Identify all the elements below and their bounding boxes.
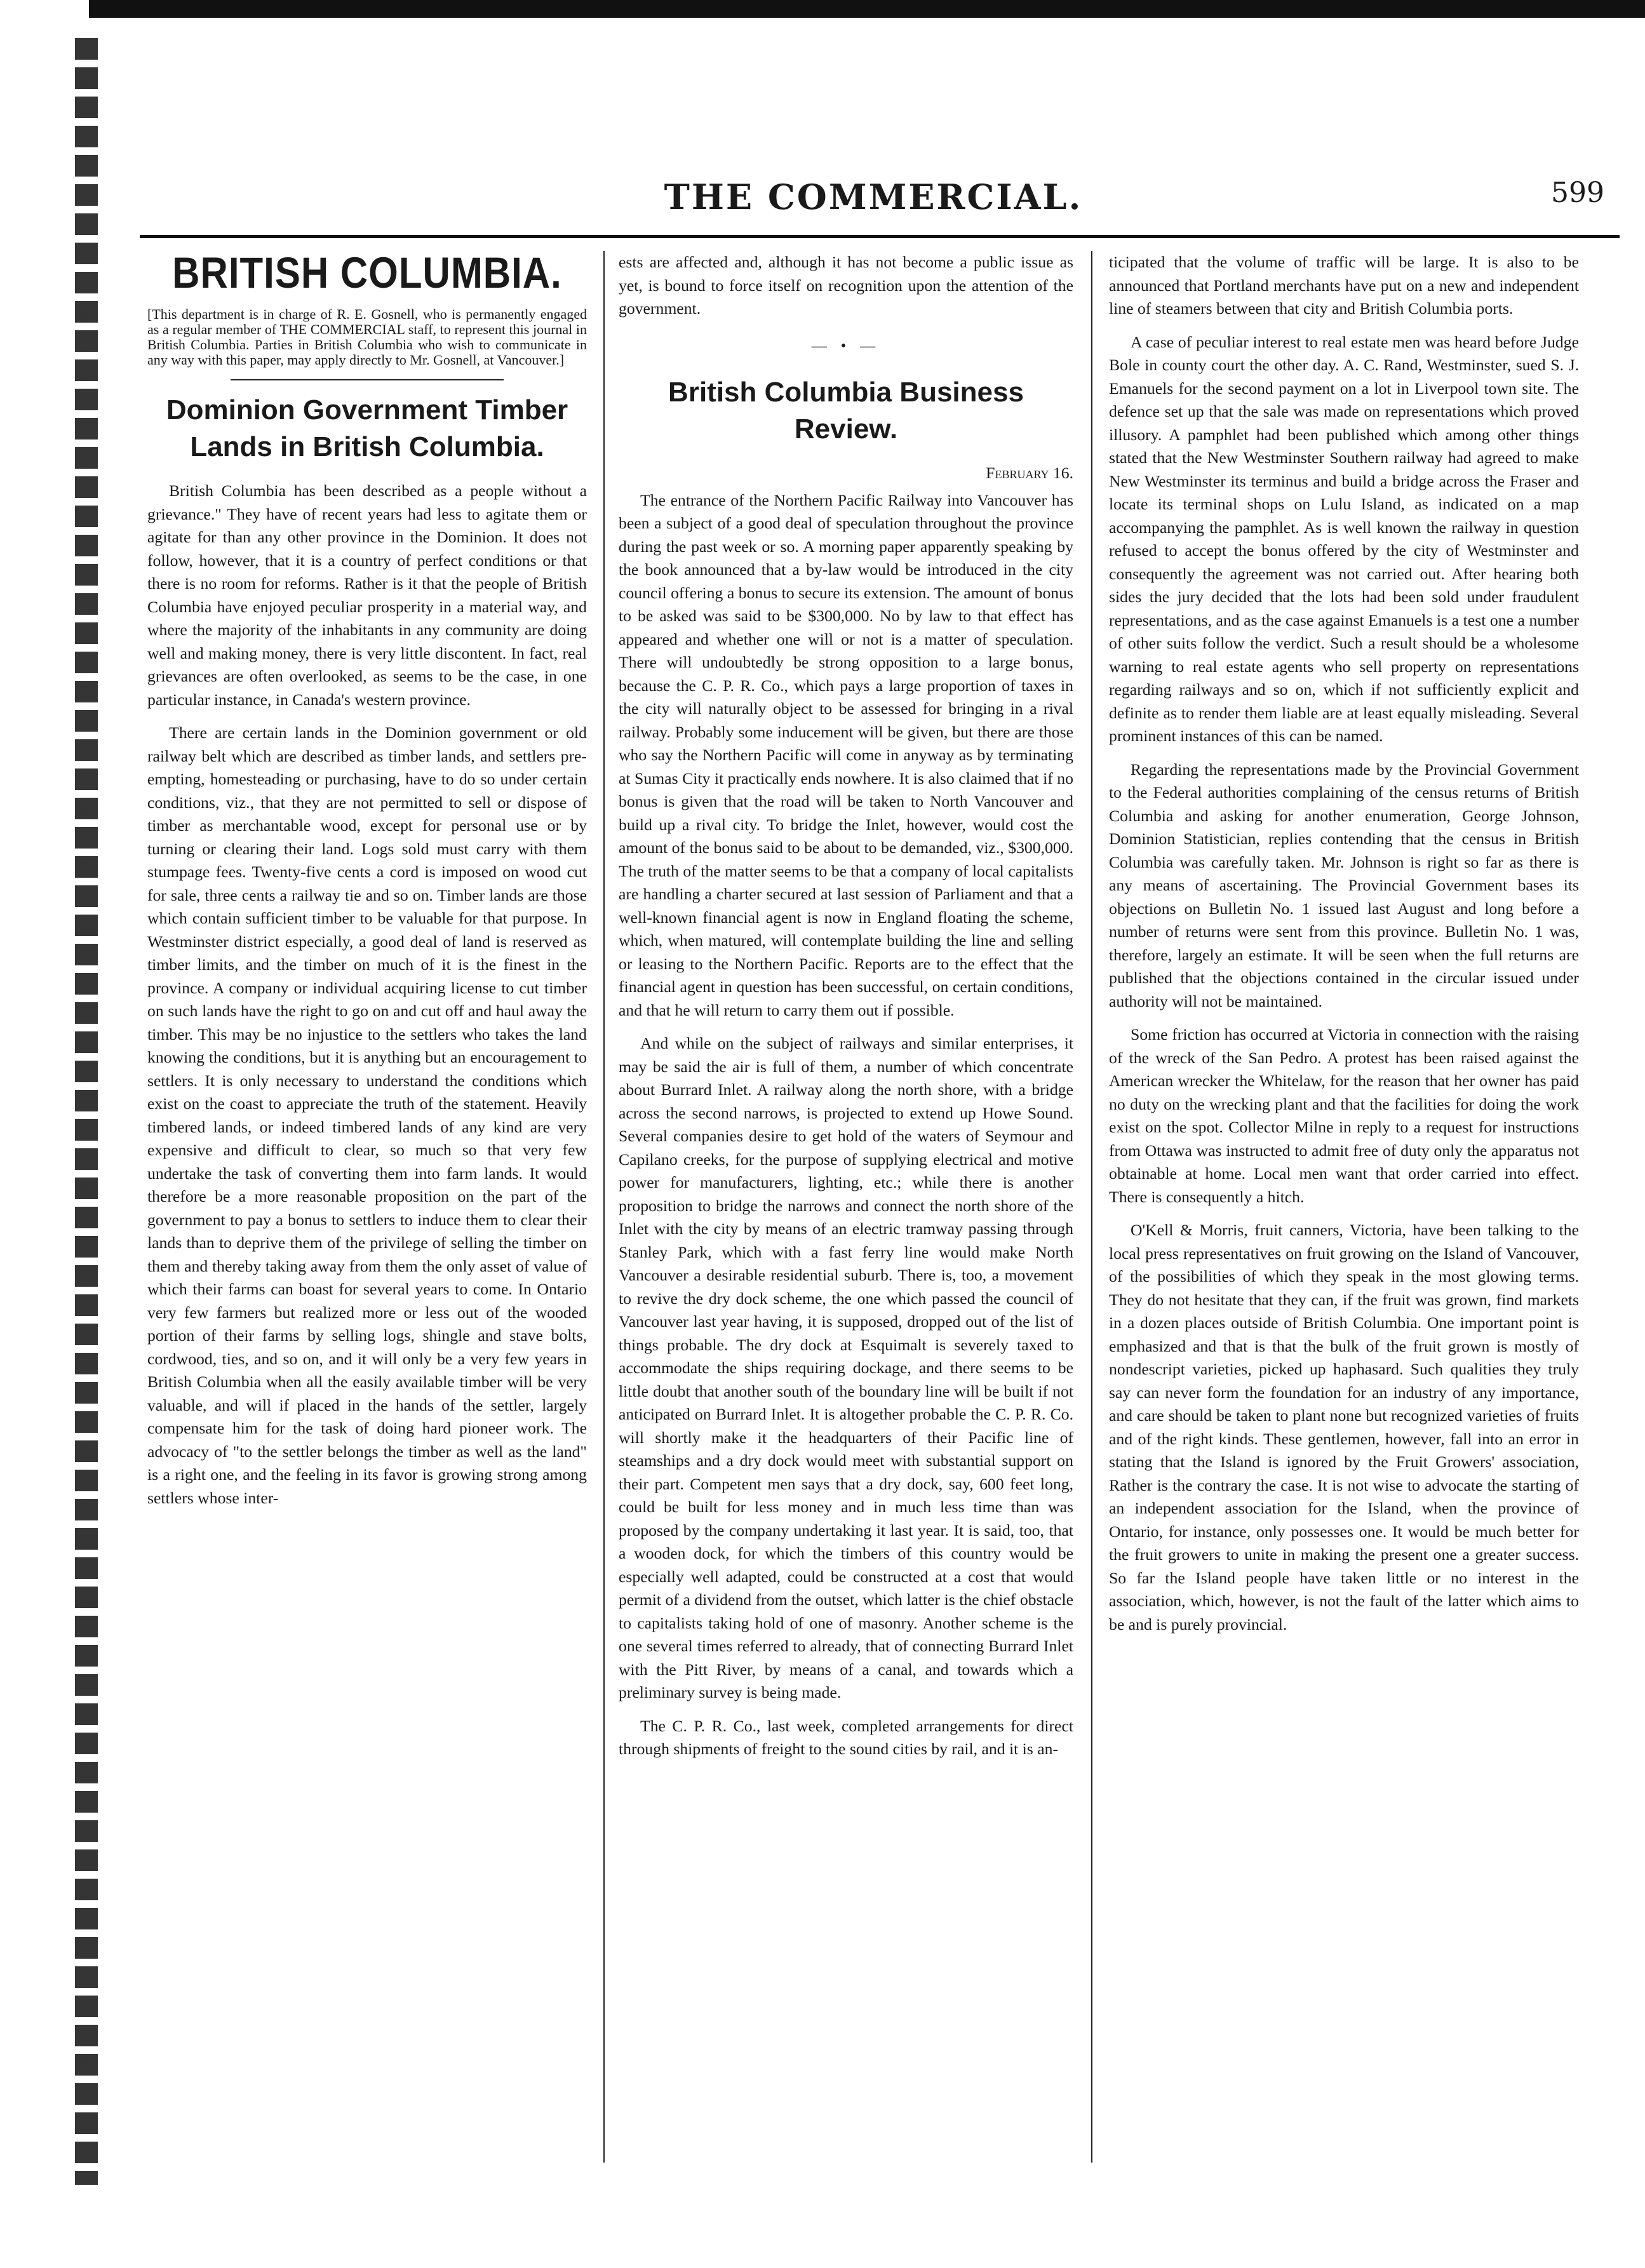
masthead	[127, 171, 1620, 229]
article-paragraph: Some friction has occurred at Victoria in connection with the raising of the wreck of the San Pedro. A protest has been raised against the American wrecker the Whitelaw, for the reason that her owner has paid no duty on the wrecking plant and that the facilities for doing the work exist on the spot. Collector Milne in reply to a request for instructions from Ottawa was instructed to admit free of duty only the apparatus not obtainable at home. Local men want that order carried into effect. There is consequently a hitch.	[1109, 1025, 1579, 1206]
column-1	[147, 248, 587, 1520]
scan-top-border	[89, 0, 1645, 18]
separator-ornament: — • —	[811, 337, 881, 354]
article-paragraph: A case of peculiar interest to real estate men was heard before Judge Bole in county court the other day. A. C. Rand, Westminster, sued S. J. Emanuels for the second payment on a lot in Liverpool town site. The defence set up that the sale was made on representations which proved illusory. A pamphlet had been published which among other things stated that the New Westminster Southern railway had agreed to make New Westminster its terminus and build a bridge across the Fraser and locate its terminal shops on Lulu Island, as indicated on a map accompanying the pamphlet. As is well known the railway in question refused to accept the bonus offered by the city of Westminster and consequently the agreement was not carried out. After hearing both sides the jury decided that the lots had been sold under fraudulent representations, and as the case against Emanuels is a test one a number of other suits follow the verdict. Such a result should be a wholesome warning to real estate agents who sell property on representations regarding railways and so on, which if not sufficiently explicit and definite as to render them liable are at least equally misleading. Several prominent instances of this can be named.	[1109, 332, 1579, 745]
section-title: BRITISH COLUMBIA.	[172, 248, 562, 297]
divider	[231, 379, 503, 380]
article-title: Dominion Government Timber Lands in British Columbia.	[166, 394, 568, 462]
column-rule	[1091, 251, 1092, 2163]
article-continuation: ests are affected and, although it has not become a public issue as yet, is bound to force itself on recognition upon the attention of the government.	[619, 253, 1073, 318]
department-note: [This department is in charge of R. E. Gosnell, who is permanently engaged as a regular member of THE COMMERCIAL staff, to represent this journal in British Columbia. Parties in British Columbia who wish to communicate in any way with this paper, may apply directly to Mr. Gosnell, at Vancouver.]	[147, 306, 587, 368]
publication-title: THE COMMERCIAL.	[664, 177, 1083, 217]
dateline: February 16.	[986, 464, 1073, 482]
page-number: 599	[1551, 177, 1604, 209]
article-paragraph: The C. P. R. Co., last week, completed arrangements for direct through shipments of freight to the sound cities by rail, and it is an-	[619, 1716, 1073, 1758]
scan-binding-edge	[75, 38, 98, 2185]
article-paragraph: British Columbia has been described as a people without a grievance." They have of recent years had less to agitate them or agitate for than any other province in the Dominion. It does not follow, however, that it is a country of perfect conditions or that there is no room for reforms. Rather is it that the people of British Columbia have enjoyed peculiar prosperity in a material way, and where the majority of the inhabitants in any community are doing well and making money, there is very little discontent. In fact, real grievances are often overlooked, as seems to be the case, in one particular instance, in Canada's western province.	[147, 481, 587, 709]
article-title: British Columbia Business Review.	[668, 377, 1024, 445]
article-paragraph: O'Kell & Morris, fruit canners, Victoria, have been talking to the local press representatives on fruit growing on the Island of Vancouver, of the possibilities of which they speak in the most glowing terms. They do not hesitate that they can, if the fruit was grown, find markets in a dozen places outside of British Columbia. One important point is emphasized and that is that the bulk of the fruit grown is mostly of nondescript varieties, picked up haphasard. Such qualities they truly say can never form the foundation for an industry of any importance, and care should be taken to plant none but recognized varieties of fruits and of the right kinds. These gentlemen, however, fall into an error in stating that the Island is ignored by the Fruit Growers' association, Rather is the contrary the case. It is not wise to advocate the starting of an independent association for the Island, when the province of Ontario, for instance, only possesses one. It would be much better for the fruit growers to unite in making the present one a greater success. So far the Island people have taken little or no interest in the association, which, however, is not the fault of the latter which aims to be and is purely provincial.	[1109, 1221, 1579, 1634]
article-paragraph: ticipated that the volume of traffic will be large. It is also to be announced that Portland merchants have put on a new and independent line of steamers between that city and British Columbia ports.	[1109, 253, 1579, 318]
article-paragraph: The entrance of the Northern Pacific Railway into Vancouver has been a subject of a good deal of speculation throughout the province during the past week or so. A morning paper apparently speaking by the book announced that a by-law would be introduced in the city council offering a bonus to secure its extension. The amount of bonus to be asked was said to be $300,000. No by law to that effect has appeared and whether one will or not is a matter of speculation. There will undoubtedly be strong opposition to a large bonus, because the C. P. R. Co., which pays a large proportion of taxes in the city will naturally object to be assessed for bringing in a rival railway. Probably some inducement will be given, but there are those who say the Northern Pacific will come in anyway as by terminating at Sumas City it practically ends nowhere. It is also claimed that if no bonus is given that the road will be taken to North Vancouver and build up a rival city. To bridge the Inlet, however, would cost the amount of the bonus said to be about to be demanded, viz., $300,000. The truth of the matter seems to be that a company of local capitalists are handling a charter secured at last session of Parliament and that a well-known financial agent is now in England floating the scheme, which, when matured, will contemplate building the line and selling or leasing to the Northern Pacific. Reports are to the effect that the financial agent in question has been successful, on certain conditions, and that he will return to carry them out if possible.	[619, 490, 1073, 1019]
article-paragraph: Regarding the representations made by the Provincial Government to the Federal authorities complaining of the census returns of British Columbia and asking for another enumeration, George Johnson, Dominion Statistician, replies contending that the census in British Columbia was carefully taken. Mr. Johnson is right so far as there is any means of ascertaining. The Provincial Government bases its objections on Bulletin No. 1 issued last August and long before a number of returns were sent from this province. Bulletin No. 1 was, therefore, largely an estimate. It will be seen when the full returns are published that the objections contained in the circular issued under authority will not be maintained.	[1109, 760, 1579, 1010]
column-3	[1109, 251, 1579, 1646]
column-2	[619, 251, 1073, 1771]
article-paragraph: There are certain lands in the Dominion government or old railway belt which are described as timber lands, and settlers pre-empting, homesteading or purchasing, have to do so under certain conditions, viz., that they are not permitted to sell or dispose of timber as merchantable wood, except for personal use or by turning or clearing their land. Logs sold must carry with them stumpage fees. Twenty-five cents a cord is imposed on wood cut for sale, three cents a railway tie and so on. Timber lands are those which contain sufficient timber to be valuable for that purpose. In Westminster district especially, a good deal of land is reserved as timber limits, and the timber on much of it is the finest in the province. A company or individual acquiring license to cut timber on such lands have the right to go on and cut off and haul away the timber. This may be no injustice to the settlers who takes the land knowing the conditions, but it is anything but an encouragement to settlers. It is only necessary to understand the conditions which exist on the coast to appreciate the truth of the statement. Heavily timbered lands, or indeed timbered lands of any kind are very expensive and difficult to clear, so much so that very few undertake the task of converting them into farm lands. It would therefore be a more reasonable proposition on the part of the government to pay a bonus to settlers to induce them to clear their lands than to deprive them of the privilege of selling the timber on them and thereby taking away from them the only asset of value of which their farms can boast for several years to come. In Ontario very few farmers but realized more or less out of the wooded portion of their farms by selling logs, shingle and stave bolts, cordwood, ties, and so on, and it will only be a very few years in British Columbia when all the easily available timber will be very valuable, and will if placed in the hands of the settler, largely compensate him for the task of doing hard pioneer work. The advocacy of "to the settler belongs the timber as well as the land" is a right one, and the feeling in its favor is growing strong among settlers whose inter-	[147, 723, 587, 1507]
masthead-rule	[140, 235, 1620, 238]
article-paragraph: And while on the subject of railways and similar enterprises, it may be said the air is full of them, a number of which concentrate about Burrard Inlet. A railway along the north shore, with a bridge across the second narrows, is projected to extend up Howe Sound. Several companies desire to get hold of the waters of Seymour and Capilano creeks, for the purpose of supplying electrical and motive power for manufacturers, lighting, etc.; while there is another proposition to bridge the narrows and connect the north shore of the Inlet with the city by means of an electric tramway passing through Stanley Park, which with a fast ferry line would make North Vancouver a desirable residential suburb. There is, too, a movement to revive the dry dock scheme, the one which passed the council of Vancouver last year having, it is supposed, dropped out of the list of things probable. The dry dock at Esquimalt is severely taxed to accommodate the ships requiring dockage, and there seems to be little doubt that another south of the boundary line will be built if not anticipated on Burrard Inlet. It is altogether probable the C. P. R. Co. will shortly make it the headquarters of their Pacific line of steamships and a dry dock would meet with substantial support on their part. Competent men says that a dry dock, say, 600 feet long, could be built for less money and in much less time than was proposed by the company undertaking it last year. It is said, too, that a wooden dock, for which the timbers of this country would be especially well adapted, could be constructed at a cost that would permit of a dividend from the outset, which latter is the chief obstacle to capitalists taking hold of one of masonry. Another scheme is the one several times referred to already, that of connecting Burrard Inlet with the Pitt River, by means of a canal, and towards which a preliminary survey is being made.	[619, 1034, 1073, 1701]
column-rule	[603, 251, 605, 2163]
